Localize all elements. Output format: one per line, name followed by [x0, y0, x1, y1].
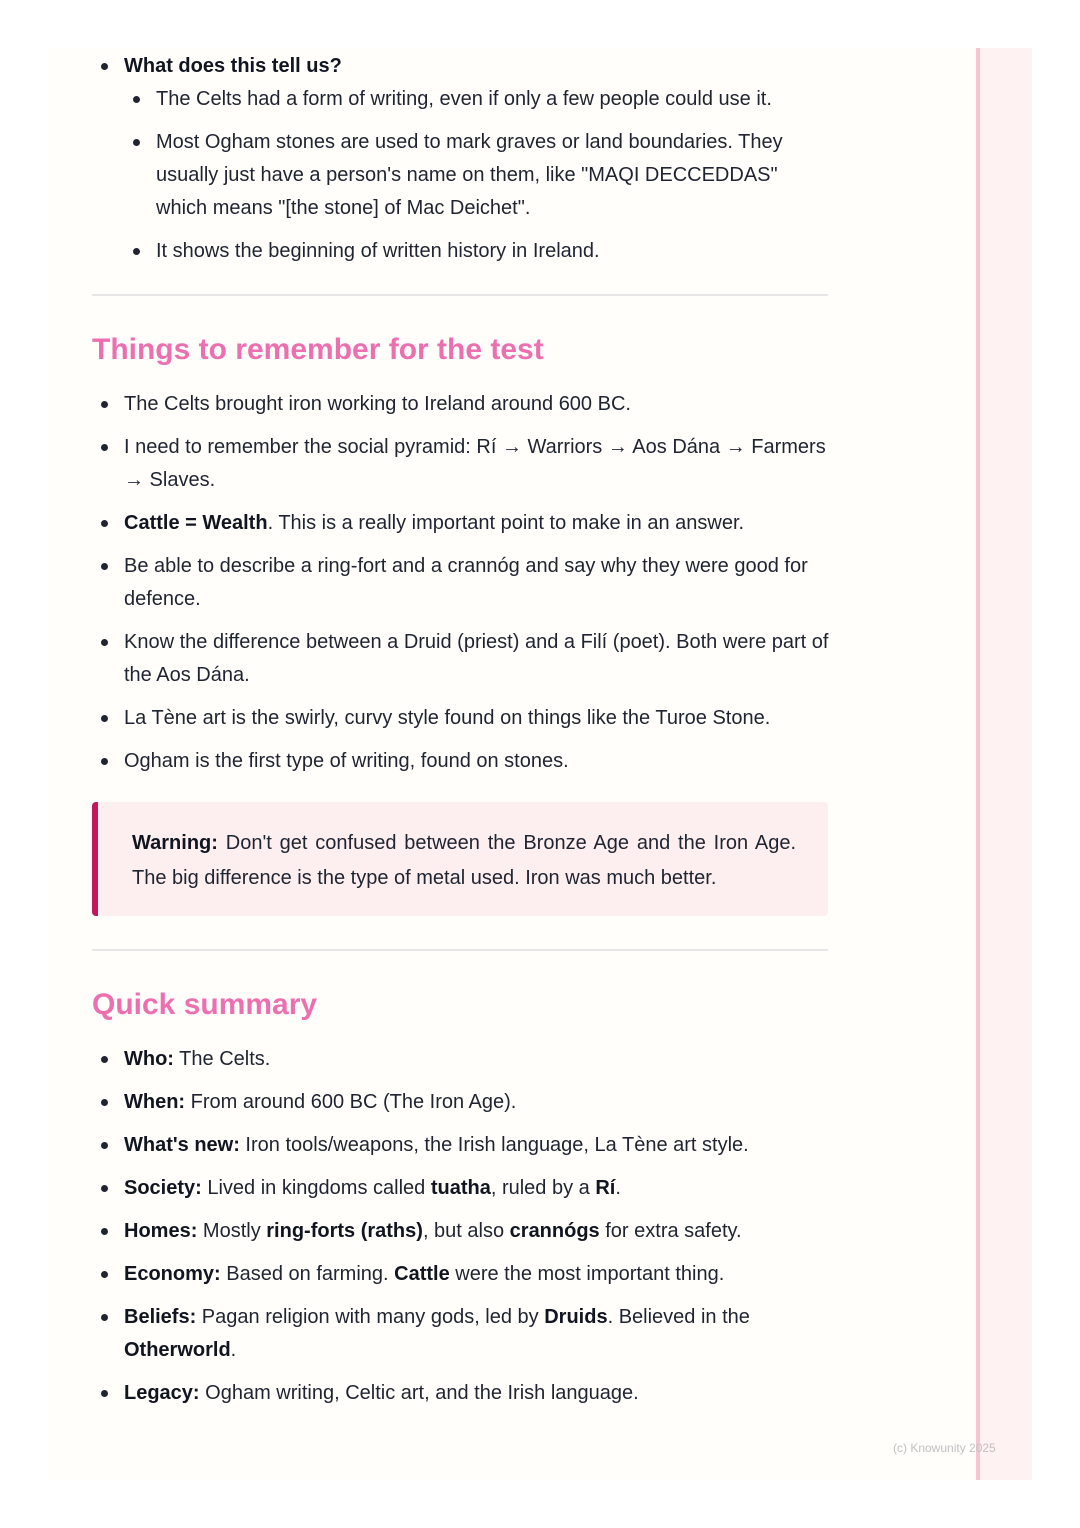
bold-text: ring-forts (raths)	[266, 1220, 423, 1242]
bold-text: crannógs	[509, 1220, 600, 1242]
list-text: The Celts brought iron working to Ireland around 600 BC.	[124, 393, 631, 415]
list-text: From around 600 BC (The Iron Age).	[185, 1091, 517, 1113]
bold-text: Rí	[595, 1177, 616, 1199]
bold-text: Otherworld	[124, 1339, 231, 1361]
list-text: Know the difference between a Druid (priest) and a Filí (poet). Both were part of the Aos Dána.	[124, 631, 829, 686]
list-text: Lived in kingdoms called	[201, 1177, 431, 1199]
bold-text: Economy:	[124, 1263, 221, 1285]
summary-list	[92, 1043, 832, 1410]
section-divider	[92, 294, 828, 296]
list-text: Be able to describe a ring-fort and a crannóg and say why they were good for defence.	[124, 555, 808, 610]
bold-text: Cattle = Wealth	[124, 512, 268, 534]
bold-text: What's new:	[124, 1134, 240, 1156]
bold-text: Druids	[544, 1306, 608, 1328]
warning-text: Don't get confused between the Bronze Age and the Iron Age. The big difference is the type of metal used. Iron was much better.	[132, 832, 796, 889]
copyright-notice: (c) Knowunity 2025	[893, 1441, 996, 1455]
list-item	[92, 702, 832, 735]
list-text: The Celts.	[173, 1048, 271, 1070]
list-item	[92, 1043, 832, 1076]
bold-text: Beliefs:	[124, 1306, 197, 1328]
margin-strip	[976, 48, 1032, 1480]
section-heading-remember: Things to remember for the test	[92, 333, 544, 366]
margin-line	[976, 48, 980, 1480]
list-text: Mostly	[197, 1220, 267, 1242]
bold-text: Homes:	[124, 1220, 198, 1242]
list-text: Based on farming.	[220, 1263, 395, 1285]
list-text: Iron tools/weapons, the Irish language, La Tène art style.	[239, 1134, 749, 1156]
list-item	[92, 507, 832, 540]
intro-point: Most Ogham stones are used to mark graves or land boundaries. They usually just have a person's name on them, like "MAQI DECCEDDAS" which means "[the stone] of Mac Deichet".	[156, 131, 783, 219]
bold-text: tuatha	[430, 1177, 491, 1199]
bold-text: When:	[124, 1091, 186, 1113]
list-item	[124, 83, 832, 116]
list-text: were the most important thing.	[449, 1263, 725, 1285]
list-text: .	[230, 1339, 237, 1361]
list-text: , but also	[422, 1220, 510, 1242]
intro-point: The Celts had a form of writing, even if only a few people could use it.	[156, 88, 772, 110]
list-text: for extra safety.	[599, 1220, 742, 1242]
list-item	[92, 1377, 832, 1410]
list-item	[92, 745, 832, 778]
list-item	[92, 388, 832, 421]
list-item	[92, 1172, 832, 1205]
bold-text: Society:	[124, 1177, 202, 1199]
list-text: Ogham is the first type of writing, found on stones.	[124, 750, 569, 772]
section-heading-summary: Quick summary	[92, 988, 318, 1021]
list-item	[92, 1258, 832, 1291]
list-item	[124, 126, 832, 225]
list-item	[92, 50, 832, 268]
bold-text: Who:	[124, 1048, 174, 1070]
remember-list	[92, 388, 832, 778]
list-item	[92, 626, 832, 692]
intro-list	[92, 50, 832, 268]
list-text: La Tène art is the swirly, curvy style found on things like the Turoe Stone.	[124, 707, 771, 729]
list-text: , ruled by a	[490, 1177, 596, 1199]
list-item	[124, 235, 832, 268]
list-text: Pagan religion with many gods, led by	[196, 1306, 545, 1328]
list-item	[92, 1086, 832, 1119]
list-text: Ogham writing, Celtic art, and the Irish language.	[199, 1382, 639, 1404]
intro-point: It shows the beginning of written history in Ireland.	[156, 240, 600, 262]
bold-text: Legacy:	[124, 1382, 200, 1404]
list-text: I need to remember the social pyramid: Rí → Warriors → Aos Dána → Farmers → Slaves.	[124, 436, 826, 491]
section-divider	[92, 949, 828, 951]
list-text: . This is a really important point to make in an answer.	[267, 512, 745, 534]
list-item	[92, 1129, 832, 1162]
list-text: . Believed in the	[607, 1306, 750, 1328]
list-item	[92, 1215, 832, 1248]
intro-question: What does this tell us?	[124, 55, 342, 77]
warning-callout	[92, 802, 828, 916]
warning-label: Warning:	[132, 832, 218, 854]
list-text: .	[615, 1177, 621, 1199]
list-item	[92, 1301, 832, 1367]
intro-sublist	[124, 83, 832, 268]
list-item	[92, 550, 832, 616]
list-item	[92, 431, 832, 497]
bold-text: Cattle	[394, 1263, 450, 1285]
document-content	[92, 50, 832, 1420]
